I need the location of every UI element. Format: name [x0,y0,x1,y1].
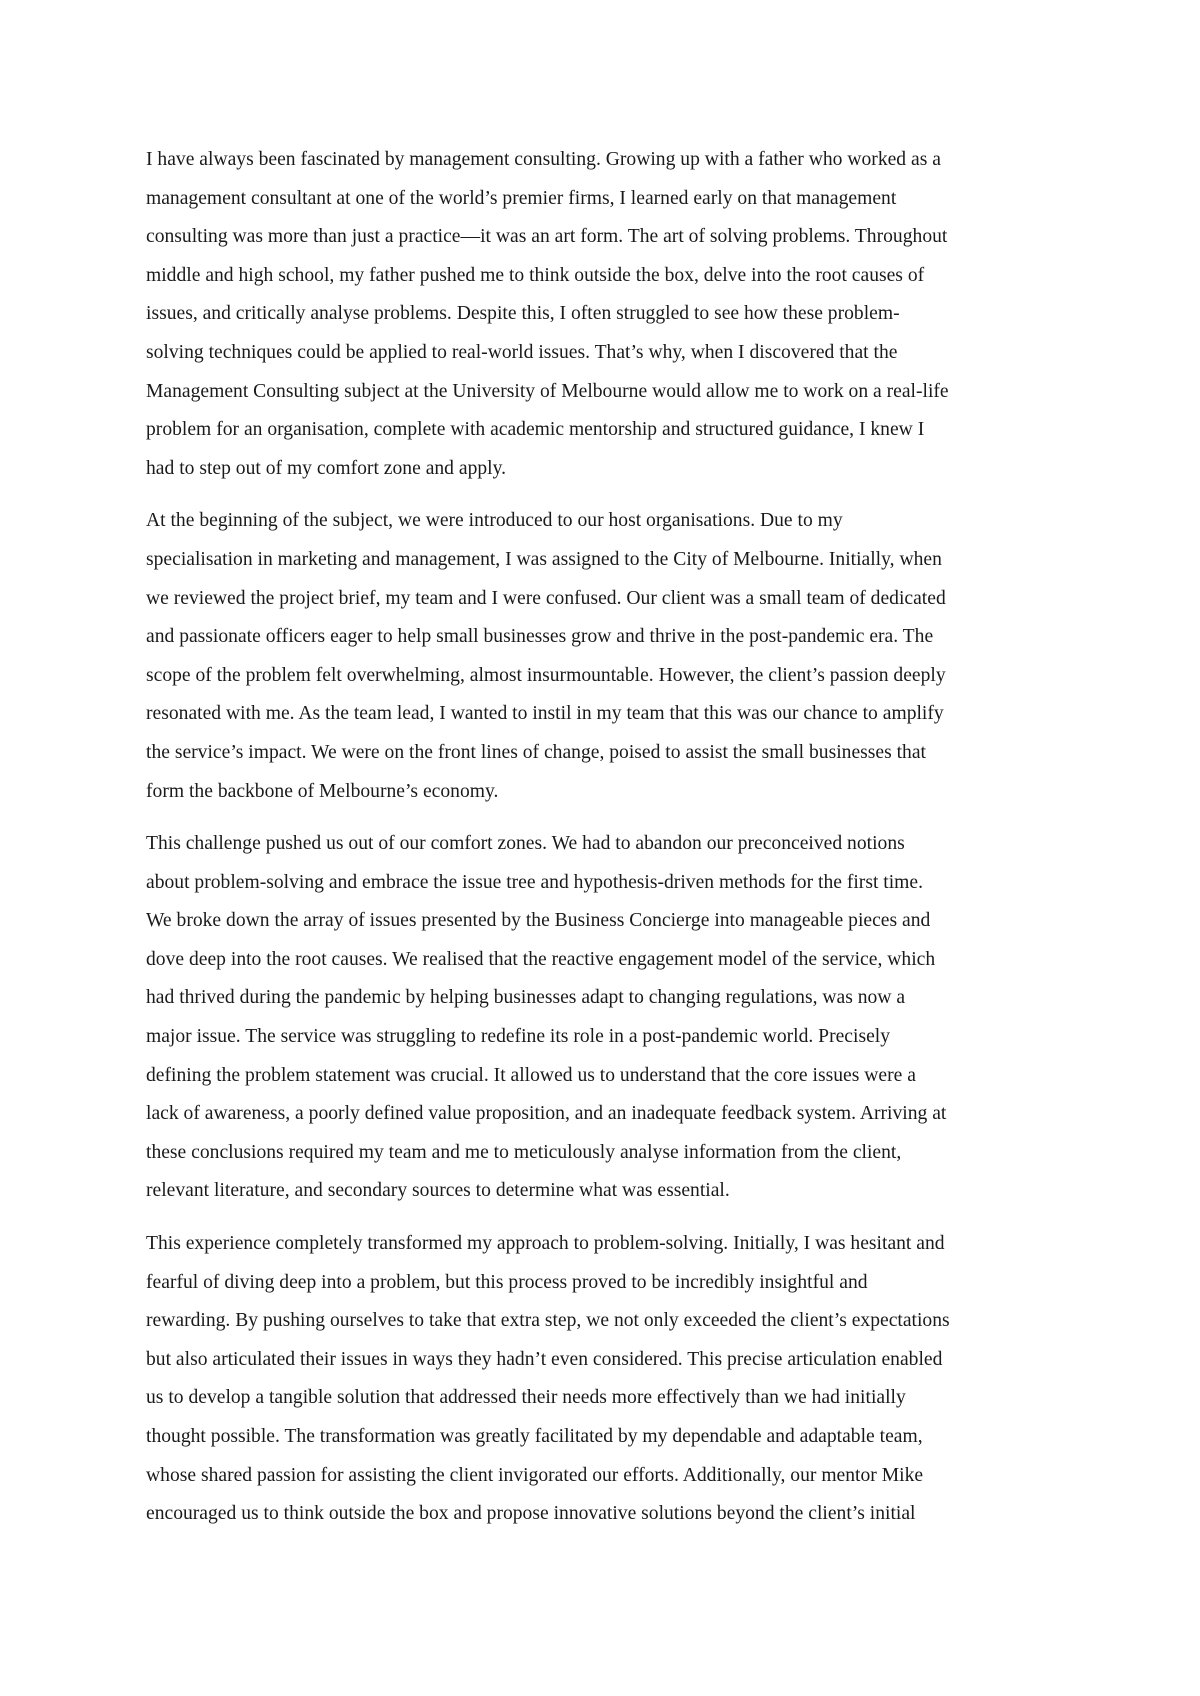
paragraph-line: relevant literature, and secondary sources to determine what was essential. [146,1180,730,1202]
paragraph-line: lack of awareness, a poorly defined value proposition, and an inadequate feedback system. Arriving at [146,1103,947,1125]
paragraph-line: This challenge pushed us out of our comfort zones. We had to abandon our preconceived notions [146,833,905,855]
paragraph-line: middle and high school, my father pushed me to think outside the box, delve into the root causes of [146,264,925,286]
paragraph-line: This experience completely transformed my approach to problem-solving. Initially, I was hesitant and [146,1233,945,1255]
paragraph-line: rewarding. By pushing ourselves to take that extra step, we not only exceeded the client’s expectations [146,1310,950,1332]
paragraph-2 [146,502,1068,811]
paragraph-line: problem for an organisation, complete with academic mentorship and structured guidance, I knew I [146,419,925,441]
paragraph-line: We broke down the array of issues presented by the Business Concierge into manageable pieces and [146,910,931,932]
paragraph-line: management consultant at one of the world’s premier firms, I learned early on that management [146,187,897,209]
paragraph-line: I have always been fascinated by management consulting. Growing up with a father who worked as a [146,149,941,170]
paragraph-line: the service’s impact. We were on the front lines of change, poised to assist the small businesses that [146,741,926,763]
paragraph-line: these conclusions required my team and me to meticulously analyse information from the client, [146,1141,902,1163]
paragraph-line: specialisation in marketing and management, I was assigned to the City of Melbourne. Initially, when [146,548,942,570]
paragraph-line: resonated with me. As the team lead, I wanted to instil in my team that this was our chance to amplify [146,703,944,725]
paragraph-line: about problem-solving and embrace the issue tree and hypothesis-driven methods for the first time. [146,871,924,893]
paragraph-line: form the backbone of Melbourne’s economy. [146,780,499,802]
paragraph-line: solving techniques could be applied to real-world issues. That’s why, when I discovered that the [146,341,898,363]
paragraph-line: us to develop a tangible solution that addressed their needs more effectively than we had initially [146,1387,906,1409]
paragraph-3 [146,825,1068,1211]
paragraph-line: fearful of diving deep into a problem, but this process proved to be incredibly insightful and [146,1271,868,1293]
document-body [146,141,1068,1548]
paragraph-line: had to step out of my comfort zone and apply. [146,457,507,479]
paragraph-line: had thrived during the pandemic by helping businesses adapt to changing regulations, was now a [146,987,906,1009]
paragraph-line: defining the problem statement was crucial. It allowed us to understand that the core issues were a [146,1064,916,1086]
paragraph-line: At the beginning of the subject, we were introduced to our host organisations. Due to my [146,510,843,532]
paragraph-line: Management Consulting subject at the University of Melbourne would allow me to work on a real-life [146,380,949,402]
paragraph-line: consulting was more than just a practice—it was an art form. The art of solving problems. Throughout [146,226,948,248]
paragraph-1 [146,141,1068,488]
paragraph-line: and passionate officers eager to help small businesses grow and thrive in the post-pandemic era. The [146,626,934,648]
paragraph-line: scope of the problem felt overwhelming, almost insurmountable. However, the client’s passion deeply [146,664,946,686]
paragraph-line: we reviewed the project brief, my team and I were confused. Our client was a small team of dedicated [146,587,946,609]
paragraph-4 [146,1225,1068,1534]
paragraph-line: whose shared passion for assisting the client invigorated our efforts. Additionally, our mentor Mike [146,1464,924,1486]
paragraph-line: thought possible. The transformation was greatly facilitated by my dependable and adaptable team, [146,1426,923,1447]
paragraph-line: encouraged us to think outside the box and propose innovative solutions beyond the client’s initial [146,1503,916,1525]
paragraph-line: issues, and critically analyse problems. Despite this, I often struggled to see how these problem- [146,303,900,325]
paragraph-line: major issue. The service was struggling to redefine its role in a post-pandemic world. Precisely [146,1026,891,1048]
paragraph-line: but also articulated their issues in ways they hadn’t even considered. This precise articulation enabled [146,1348,943,1370]
paragraph-line: dove deep into the root causes. We realised that the reactive engagement model of the service, which [146,948,936,970]
